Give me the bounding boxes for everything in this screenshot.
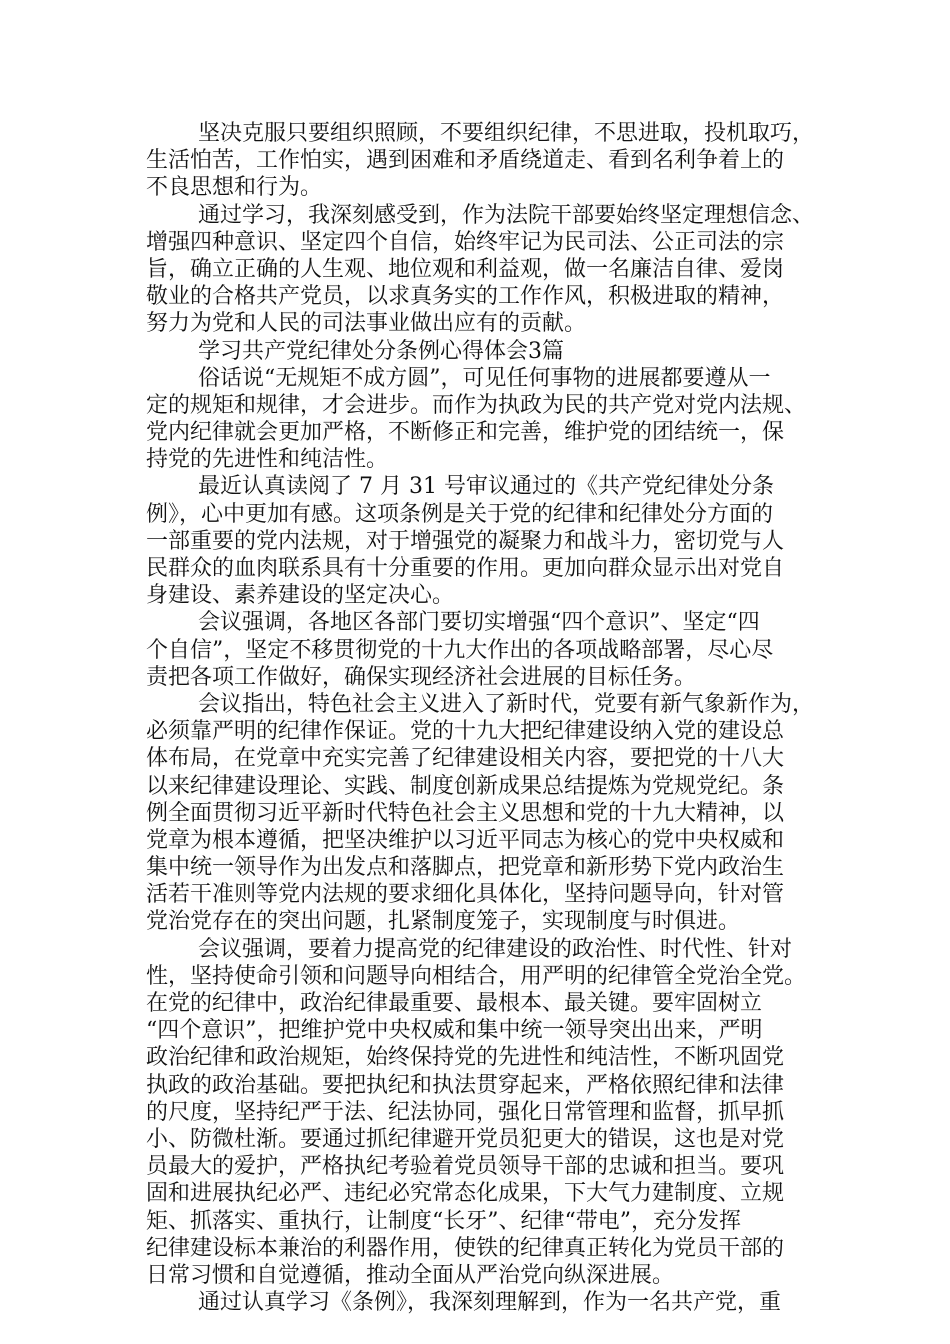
text-line: 在党的纪律中，政治纪律最重要、最根本、最关键。要牢固树立 [146,991,763,1016]
text-line: 一部重要的党内法规，对于增强党的凝聚力和战斗力，密切党与人 [146,528,785,554]
text-line: 性，坚持使命引领和问题导向相结合，用严明的纪律管全党治全党。 [146,963,807,989]
text-line: 日常习惯和自觉遵循，推动全面从严治党向纵深进展。 [146,1262,675,1288]
text-line: 矩、抓落实、重执行，让制度“长牙”、纪律“带电”，充分发挥 [146,1208,741,1234]
text-line: 责把各项工作做好，确保实现经济社会进展的目标任务。 [146,664,697,690]
text-line: 不良思想和行为。 [146,175,323,201]
text-line: 政治纪律和政治规矩，始终保持党的先进性和纯洁性，不断巩固党 [146,1045,785,1071]
text-line: 身建设、素养建设的坚定决心。 [146,583,455,609]
text-line: 集中统一领导作为出发点和落脚点，把党章和新形势下党内政治生 [146,855,785,881]
text-line: 的尺度，坚持纪严于法、纪法协同，强化日常管理和监督，抓早抓 [146,1099,785,1125]
text-line: 以来纪律建设理论、实践、制度创新成果总结提炼为党规党纪。条 [146,773,785,799]
text-line: 个自信”，坚定不移贯彻党的十九大作出的各项战略部署，尽心尽 [146,637,774,663]
text-line: 学习共产党纪律处分条例心得体会3篇 [198,338,564,364]
document-body [146,120,815,1316]
text-line: 增强四种意识、坚定四个自信，始终牢记为民司法、公正司法的宗 [146,229,785,255]
text-line: 例全面贯彻习近平新时代特色社会主义思想和党的十九大精神，以 [146,800,785,826]
text-line: 会议指出，特色社会主义进入了新时代，党要有新气象新作为， [198,691,815,717]
text-line: 活若干准则等党内法规的要求细化具体化，坚持问题导向，针对管 [146,882,785,908]
text-line: 民群众的血肉联系具有十分重要的作用。更加向群众显示出对党自 [146,556,785,581]
text-line: 纪律建设标本兼治的利器作用，使铁的纪律真正转化为党员干部的 [146,1235,785,1261]
text-line: “四个意识”，把维护党中央权威和集中统一领导突出出来，严明 [146,1018,763,1044]
text-line: 执政的政治基础。要把执纪和执法贯穿起来，严格依照纪律和法律 [146,1072,785,1098]
text-line: 俗话说“无规矩不成方圆”，可见任何事物的进展都要遵从一 [198,365,771,391]
text-line: 党治党存在的突出问题，扎紧制度笼子，实现制度与时俱进。 [146,909,741,935]
text-line: 生活怕苦，工作怕实，遇到困难和矛盾绕道走、看到名利争着上的 [146,148,785,174]
text-line: 敬业的合格共产党员，以求真务实的工作作风，积极进取的精神， [146,284,785,310]
text-line: 固和进展执纪必严、违纪必究常态化成果，下大气力建制度、立规 [146,1181,785,1207]
text-line: 会议强调，各地区各部门要切实增强“四个意识”、坚定“四 [198,610,760,636]
text-line: 党内纪律就会更加严格，不断修正和完善，维护党的团结统一，保 [146,420,785,446]
text-line: 通过学习，我深刻感受到，作为法院干部要始终坚定理想信念、 [198,202,815,228]
text-line: 坚决克服只要组织照顾，不要组织纪律，不思进取，投机取巧， [198,121,815,146]
text-line: 小、防微杜渐。要通过抓纪律避开党员犯更大的错误，这也是对党 [146,1126,785,1152]
text-line: 员最大的爱护，严格执纪考验着党员领导干部的忠诚和担当。要巩 [146,1154,785,1180]
text-line: 持党的先进性和纯洁性。 [146,447,389,473]
text-line: 会议强调，要着力提高党的纪律建设的政治性、时代性、针对 [198,936,793,962]
text-line: 体布局，在党章中充实完善了纪律建设相关内容，要把党的十八大 [146,746,785,772]
text-line: 例》，心中更加有感。这项条例是关于党的纪律和纪律处分方面的 [146,501,774,527]
text-line: 定的规矩和规律，才会进步。而作为执政为民的共产党对党内法规、 [146,392,807,418]
text-line: 通过认真学习《条例》，我深刻理解到，作为一名共产党，重 [198,1290,782,1316]
text-line: 党章为根本遵循，把坚决维护以习近平同志为核心的党中央权威和 [146,827,785,853]
text-line: 必须靠严明的纪律作保证。党的十九大把纪律建设纳入党的建设总 [146,719,785,745]
text-line: 最近认真读阅了 7 月 31 号审议通过的《共产党纪律处分条 [198,474,774,500]
text-line: 努力为党和人民的司法事业做出应有的贡献。 [146,311,587,337]
text-line: 旨，确立正确的人生观、地位观和利益观，做一名廉洁自律、爱岗 [146,256,785,282]
